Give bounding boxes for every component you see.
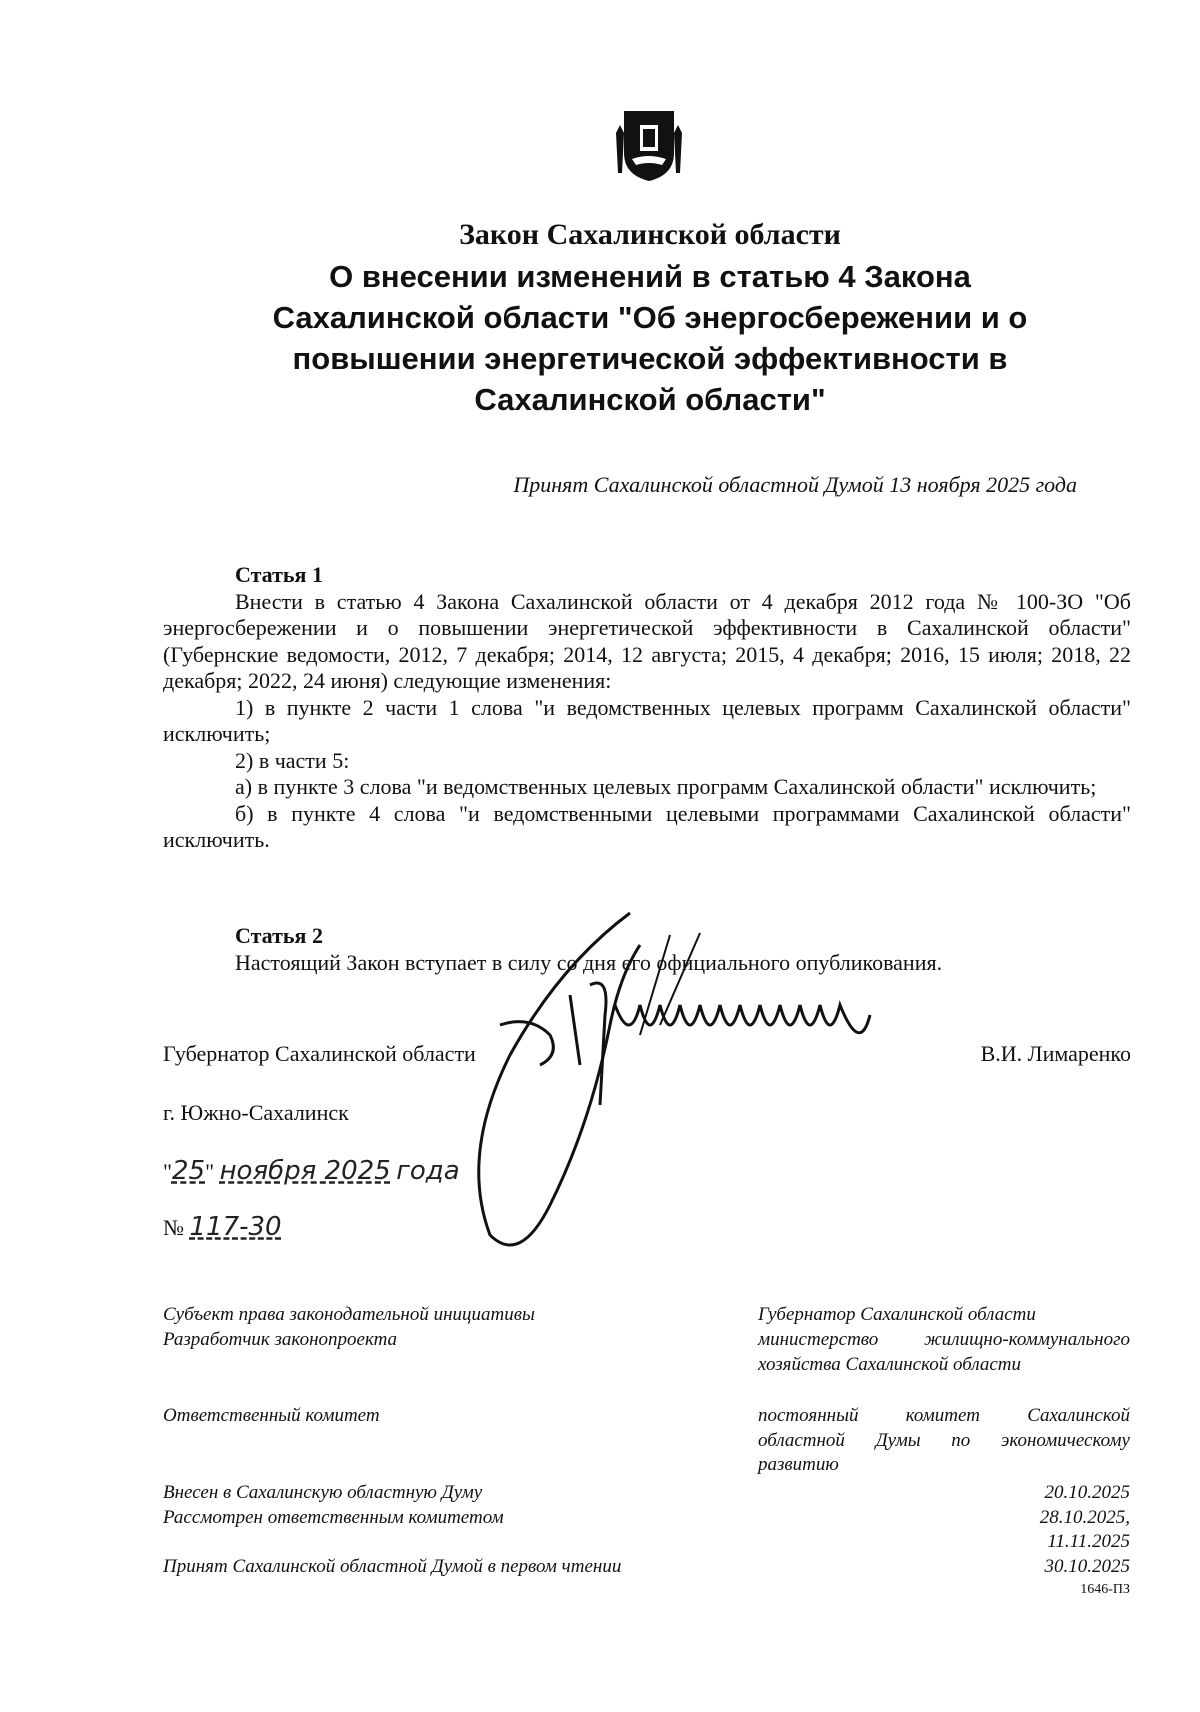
article-1-intro: Внести в статью 4 Закона Сахалинской области от 4 декабря 2012 года № 100-ЗО "Об энергосбережении и о повышении энергетической эффективности в Сахалинской области" (Губернские ведомости, 2012, 7 декабря; 2014, 12 августа; 2015, 4 декабря; 2016, 15 июля; 2018, 22 декабря; 2022, 24 июня) следующие изменения: xyxy=(163,588,1131,693)
reviewed-label: Рассмотрен ответственным комитетом xyxy=(163,1507,504,1528)
number-prefix: № xyxy=(163,1215,184,1240)
committee-label: Ответственный комитет xyxy=(163,1405,380,1426)
submitted-label: Внесен в Сахалинскую областную Думу xyxy=(163,1482,483,1503)
article-2-text: Настоящий Закон вступает в силу со дня его официального опубликования. xyxy=(235,949,943,975)
article-2-heading: Статья 2 xyxy=(235,923,323,948)
law-subject xyxy=(200,256,1100,420)
document-code: 1646-ПЗ xyxy=(1080,1582,1130,1597)
article-1-heading: Статья 1 xyxy=(235,562,323,587)
subject-line: Сахалинской области" xyxy=(474,382,826,417)
law-number xyxy=(163,1212,282,1242)
reviewed-date-1: 28.10.2025, xyxy=(1039,1507,1130,1528)
article-1 xyxy=(163,562,1131,854)
governor-position: Губернатор Сахалинской области xyxy=(163,1041,476,1066)
initiative-label: Субъект права законодательной инициативы xyxy=(163,1304,535,1325)
committee-value: постоянный комитет Сахалинской областной Думы по экономическому развитию xyxy=(758,1405,1130,1475)
handwritten-signature xyxy=(440,905,980,1265)
adoption-note: Принят Сахалинской областной Думой 13 ноября 2025 года xyxy=(513,472,1077,497)
subject-line: повышении энергетической эффективности в xyxy=(292,341,1008,376)
date-month-year: ноября 2025 xyxy=(219,1156,391,1186)
article-1-item-1: 1) в пункте 2 части 1 слова "и ведомственных целевых программ Сахалинской области" исключить; xyxy=(163,694,1131,746)
reviewed-date-2: 11.11.2025 xyxy=(1047,1531,1130,1552)
article-1-item-2: 2) в части 5: xyxy=(235,747,350,773)
city: г. Южно-Сахалинск xyxy=(163,1100,349,1125)
number-value: 117-30 xyxy=(189,1212,282,1242)
subject-line: Сахалинской области "Об энергосбережении и о xyxy=(272,300,1028,335)
initiative-value: Губернатор Сахалинской области xyxy=(758,1304,1036,1325)
first-reading-label: Принят Сахалинской областной Думой в первом чтении xyxy=(163,1556,622,1577)
law-title: Закон Сахалинской области xyxy=(459,218,841,251)
date-day: 25 xyxy=(171,1156,206,1186)
article-1-item-2a: а) в пункте 3 слова "и ведомственных целевых программ Сахалинской области" исключить; xyxy=(235,774,1097,799)
subject-line: О внесении изменений в статью 4 Закона xyxy=(329,259,971,294)
date-suffix: года xyxy=(396,1156,460,1186)
article-1-item-2b: б) в пункте 4 слова "и ведомственными целевыми программами Сахалинской области" исключить. xyxy=(163,800,1131,852)
submitted-date: 20.10.2025 xyxy=(1044,1482,1130,1503)
signing-date: "25" ноября 2025 года xyxy=(163,1156,460,1186)
first-reading-date: 30.10.2025 xyxy=(1044,1556,1130,1577)
governor-name: В.И. Лимаренко xyxy=(980,1041,1131,1066)
coat-of-arms-emblem xyxy=(614,103,684,183)
developer-value: министерство жилищно-коммунального хозяйства Сахалинской области xyxy=(758,1329,1130,1375)
developer-label: Разработчик законопроекта xyxy=(163,1329,398,1350)
